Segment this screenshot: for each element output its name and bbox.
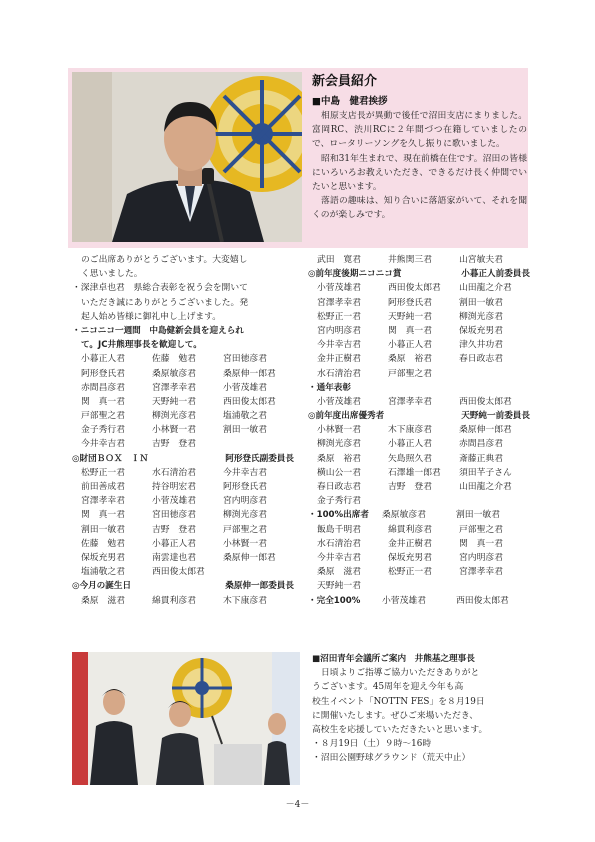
name-row — [72, 409, 294, 423]
name: 西田俊太郎君 — [223, 396, 276, 407]
name: 小菅茂雄君 — [223, 382, 267, 393]
name-row — [308, 296, 530, 310]
name: 小暮正人君 — [388, 340, 432, 351]
name: 割田一敏君 — [459, 297, 503, 308]
name: 天野純一君 — [152, 396, 196, 407]
name-row — [72, 537, 294, 551]
nikoniko-heading: ・ニコニコ一週間 中島健新会員を迎えられ — [72, 325, 244, 336]
name: 柳渕光彦君 — [152, 411, 196, 422]
name: 津久井功君 — [459, 340, 503, 351]
name: 戸部聖之君 — [459, 524, 503, 535]
name: 小暮正人君 — [152, 538, 196, 549]
name: 関 真一君 — [81, 396, 125, 407]
name: 宮澤孝幸君 — [81, 496, 125, 507]
name-row — [308, 480, 530, 494]
name: 西田俊太郎君 — [388, 283, 441, 294]
speaker-photo-illustration — [72, 72, 302, 242]
name: 山田龍之介君 — [459, 283, 512, 294]
name: 金子秀行君 — [317, 496, 361, 507]
name: 水石清治君 — [317, 368, 361, 379]
jc-announcement — [312, 652, 528, 766]
name: 吉野 登君 — [152, 439, 196, 450]
jc-guests-photo-illustration — [72, 652, 300, 785]
name: 関 真一君 — [81, 510, 125, 521]
name: 戸部聖之君 — [388, 368, 432, 379]
name: 桑原 裕君 — [388, 354, 432, 365]
nikoniko-award-heading: ◎前年度後期ニコニコ賞 — [308, 269, 402, 280]
name: 春日政志君 — [317, 482, 361, 492]
name-row — [308, 253, 530, 267]
name: 柳渕光彦君 — [459, 311, 503, 322]
name: 横山公一君 — [317, 467, 361, 478]
intro-paragraph: 落語の趣味は、知り合いに落語家がいて、それを聞くのが楽しみです。 — [312, 196, 527, 221]
birthday-names — [72, 594, 294, 608]
nikoniko-award-chair: 小暮正人前委員長 — [461, 269, 530, 280]
name: 小暮正人君 — [388, 439, 432, 450]
name: 天野純一君 — [388, 311, 432, 322]
text-line: いただき誠にありがとうございました。発 — [81, 297, 249, 308]
name: 山田龍之介君 — [459, 482, 512, 492]
name: 小林賢一君 — [317, 425, 361, 436]
name — [459, 367, 530, 381]
text-line: ・深津卓也君 県総合表彰を祝う会を開いて — [72, 283, 248, 294]
name: 桑原 裕君 — [317, 453, 361, 464]
name: 戸部聖之君 — [223, 524, 267, 535]
name: 今井幸吉君 — [317, 552, 361, 563]
name-row — [72, 466, 294, 480]
name-row — [308, 338, 530, 352]
name-row — [308, 565, 530, 579]
name: 小菅茂雄君 — [382, 595, 426, 606]
text-line: 起人始め皆様に御礼申し上げます。 — [81, 311, 222, 322]
name: 飯島千明君 — [317, 524, 361, 535]
full-attendance-row — [308, 508, 530, 522]
name-row — [308, 395, 530, 409]
left-column — [72, 253, 294, 608]
name: 斎藤正典君 — [459, 453, 503, 464]
birthday-heading-row — [72, 579, 294, 593]
name-row — [308, 551, 530, 565]
name: 山宮敏夫君 — [459, 255, 503, 265]
attendance-heading: ◎前年度出席優秀者 — [308, 411, 385, 422]
name: 関 真一君 — [388, 325, 432, 336]
name: 宮澤孝幸君 — [317, 297, 361, 308]
name — [223, 437, 294, 451]
name: 小林賢一君 — [152, 425, 196, 436]
birthday-chair: 桑原伸一郎委員長 — [225, 581, 294, 592]
name: 桑原敏彦君 — [152, 368, 196, 379]
name: 塩浦敬之君 — [223, 411, 267, 422]
name: 保坂充男君 — [388, 552, 432, 563]
name-row — [308, 324, 530, 338]
name: 保坂充男君 — [459, 325, 503, 336]
name: 桑原伸一郎君 — [459, 425, 512, 436]
nikoniko-award-heading-row — [308, 267, 530, 281]
name — [388, 579, 459, 593]
name: 須田芊子さん — [459, 467, 512, 478]
box-names — [72, 466, 294, 580]
name: 柳渕光彦君 — [223, 510, 267, 521]
name: 佐藤 勉君 — [152, 354, 196, 365]
name-row — [72, 523, 294, 537]
nikoniko-award-names — [308, 281, 530, 380]
name: 割田一敏君 — [456, 510, 500, 521]
section-title: 新会員紹介 — [312, 74, 378, 89]
name: 松野正一君 — [388, 567, 432, 578]
text-line: 日頃よりご指導ご協力いただきありがと — [321, 668, 480, 679]
name-row — [72, 551, 294, 565]
intro-paragraph: 相原支店長が異動で後任で沼田支店にまりました。富岡RC、渋川RCに２年間づつ在籍していましたので、ロータリーソングを久し振りに歌いました。 — [312, 111, 527, 150]
name: 金井正樹君 — [317, 354, 361, 365]
name: 持谷明宏君 — [152, 482, 196, 492]
name: 塩浦敬之君 — [81, 567, 125, 578]
name: 小菅茂雄君 — [152, 496, 196, 507]
name: 阿形登氏君 — [388, 297, 432, 308]
name: 今井幸吉君 — [223, 467, 267, 478]
box-heading: ◎財団ＢＯＸ ＩＮ — [72, 453, 149, 464]
nikoniko-heading: て。JC井熊理事長を歓迎して。 — [81, 340, 202, 351]
name: 戸部聖之君 — [81, 411, 125, 422]
name: 春日政志君 — [459, 354, 503, 365]
name: 松野正一君 — [81, 467, 125, 478]
name: 矢島照久君 — [388, 453, 432, 464]
event-date: ・８月19日（土）９時～16時 — [312, 739, 432, 750]
name: 水石清治君 — [152, 467, 196, 478]
name: 吉野 登君 — [152, 524, 196, 535]
name-row — [308, 437, 530, 451]
name: 石澤雄一郎君 — [388, 467, 441, 478]
name-row — [72, 594, 294, 608]
name: 桑原敏彦君 — [382, 510, 426, 521]
event-venue: ・沼田公園野球グラウンド（荒天中止） — [312, 753, 471, 764]
name — [223, 565, 294, 579]
attendance-names — [308, 423, 530, 508]
new-member-intro — [312, 70, 527, 223]
text-line: のご出席ありがとうございます。大変嬉し — [81, 255, 248, 265]
name-row — [308, 579, 530, 593]
name: 前田善成君 — [81, 482, 125, 492]
name: 西田俊太郎君 — [152, 567, 205, 578]
attendance-heading-row — [308, 409, 530, 423]
name: 割田一敏君 — [81, 524, 125, 535]
name: 割田一敏君 — [223, 425, 267, 436]
name: 宮田徳彦君 — [223, 354, 267, 365]
name: 西田俊太郎君 — [456, 595, 509, 606]
name: 今井幸吉君 — [81, 439, 125, 450]
birthday-heading: ◎今月の誕生日 — [72, 581, 132, 592]
nikoniko-names — [72, 352, 294, 451]
name: 桑原伸一郎君 — [223, 368, 276, 379]
name: 小菅茂雄君 — [317, 396, 361, 407]
name: 金子秀行君 — [81, 425, 125, 436]
name — [459, 579, 530, 593]
name: 桑原 滋君 — [317, 567, 361, 578]
name: 宮内明彦君 — [459, 552, 503, 563]
name-row — [308, 466, 530, 480]
name: 桑原伸一郎君 — [223, 552, 276, 563]
name-row — [72, 480, 294, 494]
full-attendance-heading: ・100%出席者 — [308, 510, 369, 521]
name-row — [72, 508, 294, 522]
name: 井熊関三君 — [388, 255, 432, 265]
name: 今井幸吉君 — [317, 340, 361, 351]
name: 阿形登氏君 — [223, 482, 267, 492]
name: 宮田徳彦君 — [152, 510, 196, 521]
name: 木下康彦君 — [223, 595, 267, 606]
name-row — [308, 367, 530, 381]
name-row — [72, 437, 294, 451]
name-row — [308, 281, 530, 295]
name-row — [72, 423, 294, 437]
name: 柳渕光彦君 — [317, 439, 361, 450]
name: 水石清治君 — [317, 538, 361, 549]
jc-heading: ■沼田青年会議所ご案内 井熊基之理事長 — [312, 654, 475, 664]
name: 宮内明彦君 — [317, 325, 361, 336]
name-row — [308, 423, 530, 437]
name-row — [72, 381, 294, 395]
name: 宮澤孝幸君 — [388, 396, 432, 407]
name: 松野正一君 — [317, 311, 361, 322]
annual-award-heading: ・通年表彰 — [308, 382, 351, 393]
right-column — [308, 253, 530, 608]
name-row — [308, 452, 530, 466]
text-line: 校生イベント「NOTTN FES」を８月19日 — [312, 696, 485, 707]
perfect-attendance-row — [308, 594, 530, 608]
name-row — [308, 352, 530, 366]
name: 赤間昌彦君 — [81, 382, 125, 393]
name: 宮澤孝幸君 — [152, 382, 196, 393]
intro-paragraph: 昭和31年生まれで、現在前橋在住です。沼田の皆様にいろいろお教えいただき、できるだけ長く仲間でいたいと思います。 — [312, 153, 527, 193]
name: 金井正樹君 — [388, 538, 432, 549]
attendance-chair: 天野純一前委員長 — [461, 411, 530, 422]
name: 南雲達也君 — [152, 552, 196, 563]
text-line: 高校生を応援していただきたいと思います。 — [312, 724, 488, 735]
name: 吉野 登君 — [388, 482, 432, 492]
text-line: に開催いたします。ぜひご来場いただき、 — [312, 710, 479, 721]
speaker-photo — [72, 72, 302, 242]
full-attendance-names — [308, 523, 530, 594]
name: 桑原 滋君 — [81, 595, 125, 606]
name: 西田俊太郎君 — [459, 396, 512, 407]
name-row — [72, 367, 294, 381]
name-row — [308, 310, 530, 324]
continued-names — [308, 253, 530, 267]
name — [388, 494, 459, 508]
name: 綿貫利彦君 — [152, 595, 196, 606]
name-row — [308, 494, 530, 508]
name: 武田 寛君 — [317, 255, 361, 265]
name: 宮澤孝幸君 — [459, 567, 503, 578]
name: 天野純一君 — [317, 581, 361, 592]
jc-guests-photo — [72, 652, 300, 785]
name: 保坂充男君 — [81, 552, 125, 563]
name-row — [72, 352, 294, 366]
name-row — [72, 395, 294, 409]
name: 綿貫利彦君 — [388, 524, 432, 535]
text-line: うございます。45周年を迎え今年も高 — [312, 682, 464, 693]
name: 阿形登氏君 — [81, 368, 125, 379]
name-row — [308, 523, 530, 537]
perfect-attendance-heading: ・完全100% — [308, 595, 361, 606]
name-row — [72, 494, 294, 508]
name: 小菅茂雄君 — [317, 283, 361, 294]
name — [459, 494, 530, 508]
name: 関 真一君 — [459, 538, 503, 549]
name: 赤間昌彦君 — [459, 439, 503, 450]
page-number: －4－ — [285, 800, 310, 810]
annual-award-names — [308, 395, 530, 409]
name-row — [72, 565, 294, 579]
name: 小暮正人君 — [81, 354, 125, 365]
name: 佐藤 勉君 — [81, 538, 125, 549]
member-greeting-heading: ■中島 健君挨拶 — [312, 96, 388, 107]
box-chair: 阿形登氏副委員長 — [225, 453, 294, 464]
name: 木下康彦君 — [388, 425, 432, 436]
box-heading-row — [72, 452, 294, 466]
text-line: く思いました。 — [81, 269, 143, 280]
name: 小林賢一君 — [223, 538, 267, 549]
name: 宮内明彦君 — [223, 496, 267, 507]
name-row — [308, 537, 530, 551]
